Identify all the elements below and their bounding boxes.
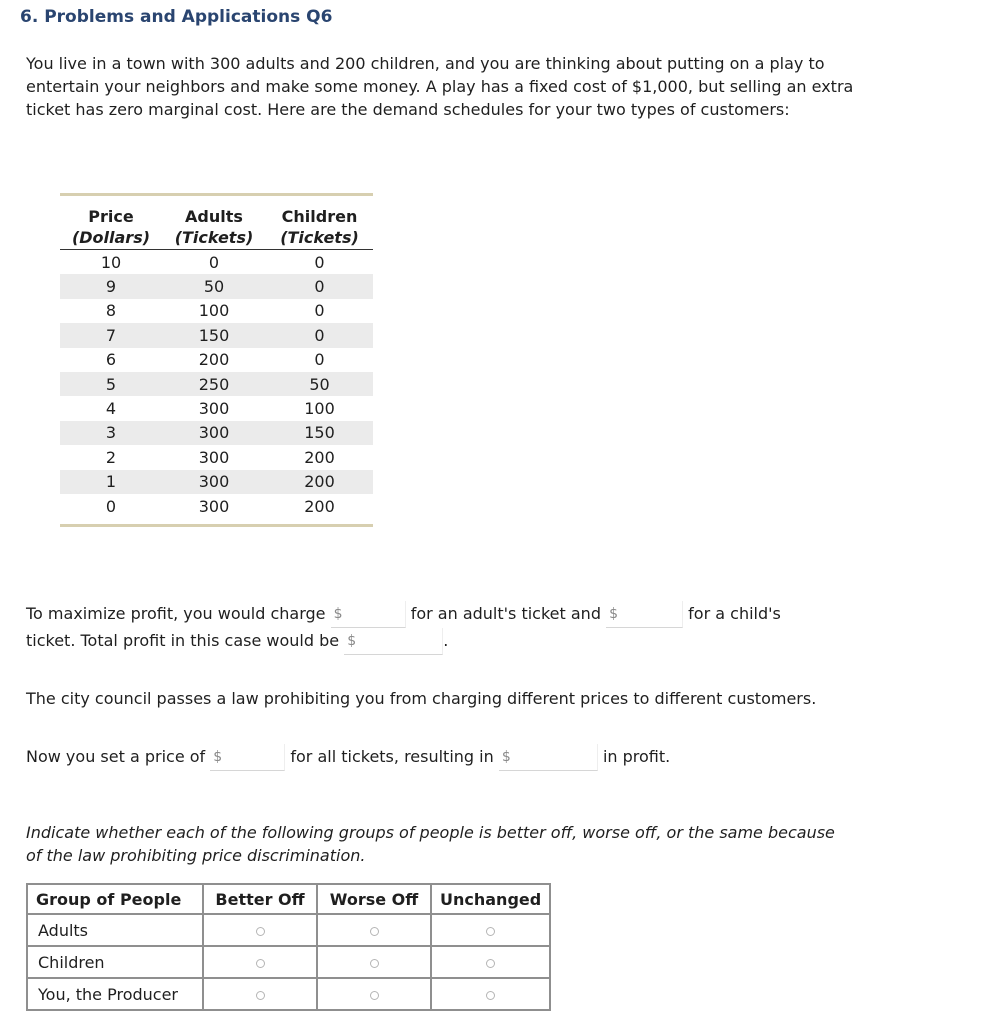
children-cell: 0	[314, 350, 325, 370]
price-cell: 9	[60, 274, 162, 298]
children-cell: 100	[304, 399, 335, 419]
welfare-effects-table	[26, 883, 551, 1011]
single-price-profit-input[interactable]	[499, 746, 597, 770]
price-cell: 3	[60, 421, 162, 445]
header-children: Children	[281, 207, 358, 226]
worse-off-cell	[317, 978, 431, 1010]
children-cell: 0	[266, 274, 373, 298]
better-off-radio[interactable]	[256, 927, 265, 936]
page-title: 6. Problems and Applications Q6	[20, 7, 333, 27]
better-off-cell	[203, 914, 317, 946]
worse-off-cell	[317, 946, 431, 978]
header-price: Price	[88, 207, 134, 226]
profit-question: To maximize profit, you would charge $ for an adult's ticket and $ for a child's ticket. Total profit in this case would be $ .	[26, 601, 781, 655]
group-row	[27, 914, 550, 946]
adults-cell: 50	[162, 274, 266, 298]
header-worse-off: Worse Off	[317, 884, 431, 914]
unchanged-radio[interactable]	[486, 959, 495, 968]
adults-cell: 300	[198, 399, 230, 419]
unchanged-cell	[431, 914, 550, 946]
worse-off-radio[interactable]	[370, 959, 379, 968]
price-cell: 0	[105, 496, 117, 516]
demand-row	[60, 494, 373, 526]
worse-off-cell	[317, 914, 431, 946]
header-unchanged: Unchanged	[431, 884, 550, 914]
instructions: Indicate whether each of the following groups of people is better off, worse off, or the same because of the law prohibiting price discrimination.	[26, 823, 835, 865]
demand-row	[60, 396, 373, 420]
group-row	[27, 978, 550, 1010]
price-cell: 4	[105, 399, 117, 419]
price-cell: 8	[105, 301, 117, 321]
child-price-field[interactable]	[606, 601, 683, 628]
children-cell: 50	[266, 372, 373, 396]
adults-cell: 100	[198, 301, 230, 321]
price-cell: 7	[60, 323, 162, 347]
price-cell: 10	[100, 252, 122, 272]
demand-row	[60, 274, 373, 298]
adults-cell: 300	[198, 447, 230, 467]
adults-cell: 200	[198, 350, 230, 370]
demand-row	[60, 445, 373, 469]
better-off-cell	[203, 978, 317, 1010]
demand-row	[60, 348, 373, 372]
dollar-sign: $	[501, 749, 511, 765]
demand-row	[60, 323, 373, 347]
single-price-question: Now you set a price of $ for all tickets, resulting in $ in profit.	[26, 744, 670, 771]
unchanged-radio[interactable]	[486, 991, 495, 1000]
demand-row	[60, 372, 373, 396]
children-cell: 150	[266, 421, 373, 445]
subheader-adults: (Tickets)	[162, 227, 266, 250]
total-profit-input[interactable]	[344, 630, 442, 654]
subheader-children: (Tickets)	[266, 227, 373, 250]
demand-row	[60, 250, 373, 275]
price-cell: 6	[105, 350, 117, 370]
children-cell: 0	[314, 301, 325, 321]
children-cell: 0	[314, 252, 325, 272]
group-label: You, the Producer	[27, 978, 203, 1010]
adults-cell: 300	[162, 470, 266, 494]
header-group: Group of People	[27, 884, 203, 914]
dollar-sign: $	[333, 606, 343, 622]
subheader-price: (Dollars)	[60, 227, 162, 250]
demand-schedule-table	[60, 193, 373, 527]
unchanged-cell	[431, 978, 550, 1010]
dollar-sign: $	[347, 633, 357, 649]
better-off-radio[interactable]	[256, 959, 265, 968]
worse-off-radio[interactable]	[370, 927, 379, 936]
group-label: Adults	[27, 914, 203, 946]
better-off-cell	[203, 946, 317, 978]
adults-cell: 250	[162, 372, 266, 396]
dollar-sign: $	[609, 606, 618, 622]
price-cell: 5	[60, 372, 162, 396]
adults-cell: 150	[162, 323, 266, 347]
demand-row	[60, 421, 373, 445]
demand-row	[60, 299, 373, 323]
adult-price-field[interactable]	[331, 601, 406, 628]
price-cell: 1	[60, 470, 162, 494]
children-cell: 200	[304, 496, 335, 516]
header-adults: Adults	[185, 207, 243, 226]
dollar-sign: $	[213, 749, 223, 765]
adults-cell: 300	[198, 496, 230, 516]
price-cell: 2	[105, 447, 117, 467]
worse-off-radio[interactable]	[370, 991, 379, 1000]
group-label: Children	[27, 946, 203, 978]
problem-intro: You live in a town with 300 adults and 200 children, and you are thinking about putting on a play to entertain your neighbors and make some money. A play has a fixed cost of $1,000, but selling an extra ticket has zero marginal cost. Here are the demand schedules for your two types of customers:	[26, 54, 854, 119]
total-profit-field[interactable]	[344, 628, 443, 655]
unchanged-radio[interactable]	[486, 927, 495, 936]
children-cell: 0	[266, 323, 373, 347]
children-cell: 200	[304, 447, 335, 467]
demand-row	[60, 470, 373, 494]
law-statement: The city council passes a law prohibiting you from charging different prices to different customers.	[26, 689, 817, 708]
adults-cell: 0	[208, 252, 220, 272]
header-better-off: Better Off	[203, 884, 317, 914]
group-row	[27, 946, 550, 978]
adults-cell: 300	[162, 421, 266, 445]
children-cell: 200	[266, 470, 373, 494]
single-price-field[interactable]	[210, 744, 285, 771]
single-price-profit-field[interactable]	[499, 744, 598, 771]
better-off-radio[interactable]	[256, 991, 265, 1000]
unchanged-cell	[431, 946, 550, 978]
